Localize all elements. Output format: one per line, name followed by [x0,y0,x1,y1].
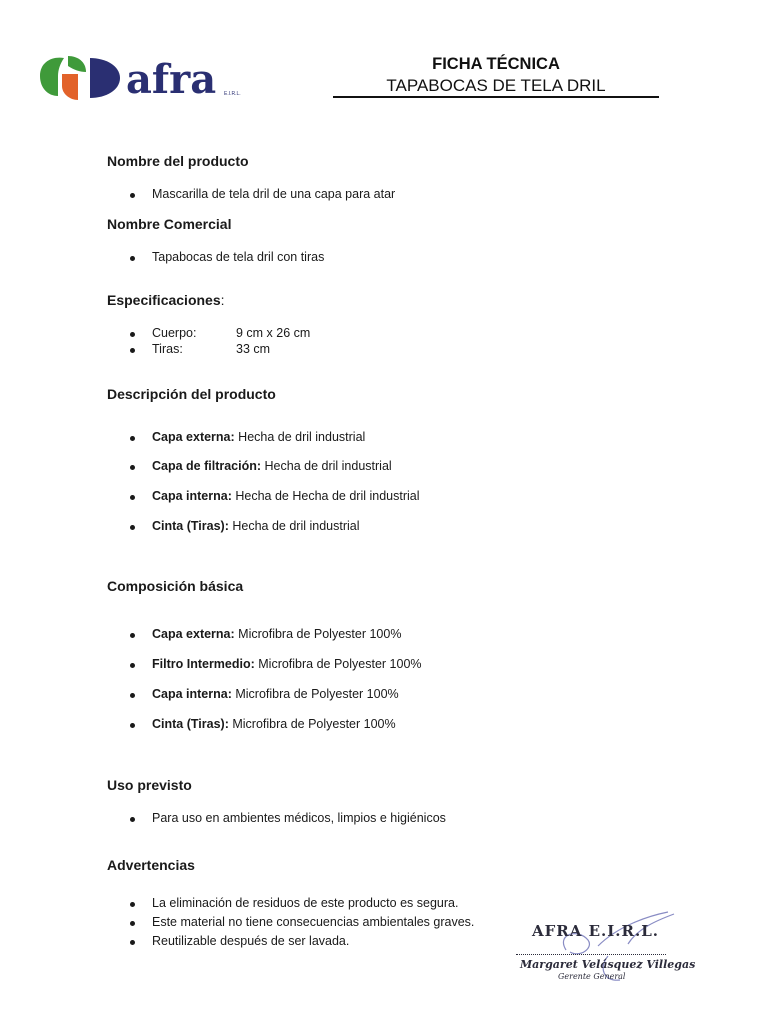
heading-uso-previsto: Uso previsto [107,777,192,793]
signer-name: Margaret Velásquez Villegas [520,958,696,971]
list-item-text: Este material no tiene consecuencias ambientales graves. [152,915,475,929]
list-item-text: Reutilizable después de ser lavada. [152,934,350,948]
logo-wordmark: afra [126,56,217,103]
bullet-icon [130,256,135,261]
bullet-icon [130,525,135,530]
bullet-icon [130,193,135,198]
logo-suffix: E.I.R.L. [224,91,241,97]
item-label: Cinta (Tiras): [152,717,229,731]
item-label: Capa externa: [152,627,235,641]
document-subtitle: TAPABOCAS DE TELA DRIL [386,76,606,95]
list-item-text: Tapabocas de tela dril con tiras [152,250,325,264]
heading-nombre-producto: Nombre del producto [107,153,249,169]
item-value: Hecha de dril industrial [261,459,392,473]
heading-especificaciones [107,292,225,308]
stamp-company: AFRA E.I.R.L. [532,922,659,940]
list-item-text [152,627,401,641]
item-value: Hecha de Hecha de dril industrial [231,489,420,503]
item-value: Hecha de dril industrial [228,519,360,533]
list-item-text [152,430,365,444]
spec-label: Tiras: [152,342,183,356]
bullet-icon [130,921,135,926]
bullet-icon [130,663,135,668]
bullet-icon [130,436,135,441]
document-title: FICHA TÉCNICA [432,55,560,73]
list-item-text [152,489,420,503]
bullet-icon [130,940,135,945]
signature-stamp [508,906,696,998]
heading-descripcion: Descripción del producto [107,386,276,402]
heading-nombre-comercial: Nombre Comercial [107,216,232,232]
spec-value: 9 cm x 26 cm [236,326,311,340]
list-item-text [152,657,422,671]
item-label: Cinta (Tiras): [152,519,229,533]
bullet-icon [130,633,135,638]
list-item-text [152,459,392,473]
item-label: Capa interna: [152,489,232,503]
bullet-icon [130,723,135,728]
item-label: Capa externa: [152,430,235,444]
bullet-icon [130,902,135,907]
item-value: Microfibra de Polyester 100% [228,717,396,731]
heading-composicion: Composición básica [107,578,244,594]
item-value: Hecha de dril industrial [234,430,366,444]
spec-label: Cuerpo: [152,326,197,340]
bullet-icon [130,465,135,470]
list-item-text [152,519,360,533]
bullet-icon [130,817,135,822]
item-value: Microfibra de Polyester 100% [254,657,422,671]
bullet-icon [130,495,135,500]
item-value: Microfibra de Polyester 100% [231,687,399,701]
list-item-text [152,687,399,701]
list-item-text: Para uso en ambientes médicos, limpios e higiénicos [152,811,446,825]
item-label: Capa interna: [152,687,232,701]
item-value: Microfibra de Polyester 100% [234,627,402,641]
bullet-icon [130,693,135,698]
title-underline [333,96,659,98]
item-label: Capa de filtración: [152,459,262,473]
spec-value: 33 cm [236,342,271,356]
signature-line [516,954,666,955]
company-logo [34,52,246,104]
item-label: Filtro Intermedio: [152,657,255,671]
signer-role: Gerente General [558,972,626,981]
heading-colon: : [220,292,225,308]
heading-advertencias: Advertencias [107,857,195,873]
logo-mark-icon [34,52,126,104]
bullet-icon [130,332,135,337]
bullet-icon [130,348,135,353]
list-item-text: La eliminación de residuos de este producto es segura. [152,896,459,910]
list-item-text: Mascarilla de tela dril de una capa para atar [152,187,396,201]
heading-text: Especificaciones [107,292,221,308]
list-item-text [152,717,396,731]
signature-scribble-icon [508,906,684,998]
